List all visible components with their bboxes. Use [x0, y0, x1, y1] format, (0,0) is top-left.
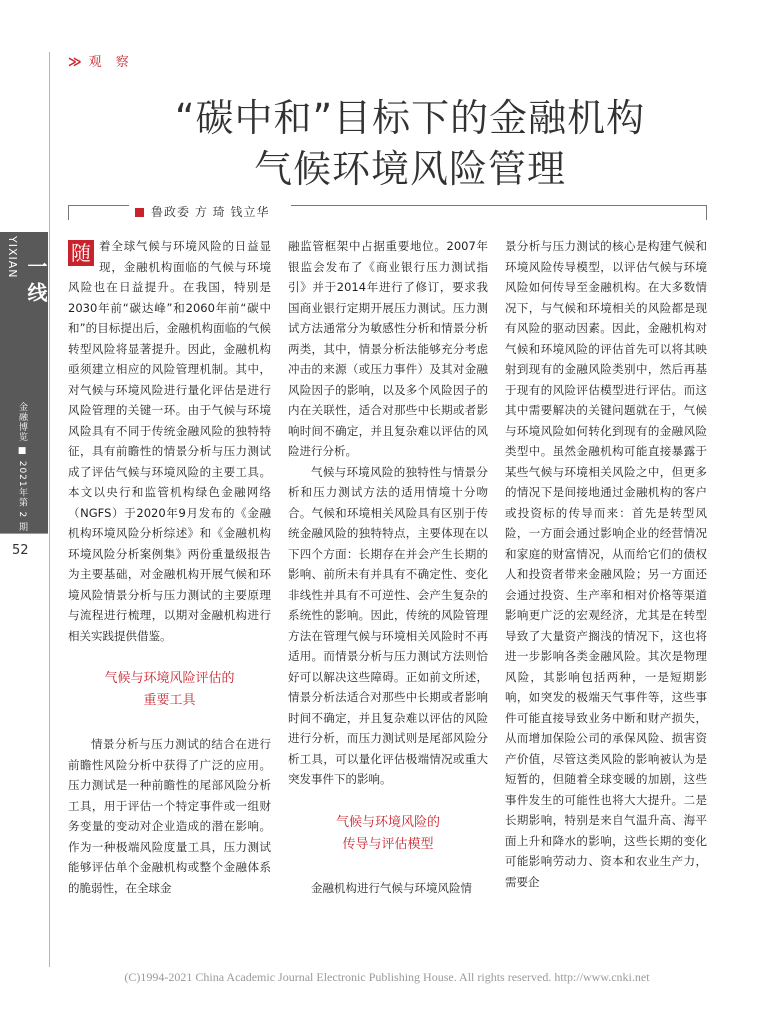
- subheading-line-2: 传导与评估模型: [342, 836, 434, 852]
- column-1: [68, 236, 271, 898]
- drop-cap: 随: [68, 240, 94, 266]
- paragraph: 融监管框架中占据重要地位。2007年银监会发布了《商业银行压力测试指引》并于2014年进行了修订，要求我国商业银行定期开展压力测试。压力测试方法通常分为敏感性分析和情景分析两类，其中，情景分析法能够充分考虑冲击的来源（或压力事件）及其对金融风险因子的影响，以及多个风险因子的内在关联性，适合对那些中长期或者影响时间不确定，并且复杂难以评估的风险进行分析。: [288, 239, 488, 458]
- byline-authors: 鲁政委 方 琦 钱立华: [151, 205, 270, 219]
- byline-square-icon: [135, 208, 144, 217]
- left-vertical-rule: [49, 52, 50, 967]
- section-label: 观 察: [88, 55, 134, 70]
- double-chevron-icon: ≫: [68, 55, 81, 70]
- page-number: 52: [12, 543, 29, 558]
- side-tab-pinyin: YIXIAN: [6, 236, 19, 279]
- paragraph-text: 着全球气候与环境风险的日益显现，金融机构面临的气候与环境风险也在日益提升。在我国，特别是2030年前“碳达峰”和2060年前“碳中和”的目标提出后，金融机构面临的气候转型风险将显著提升。因此，金融机构亟须建立相应的风险管理机制。其中，对气候与环境风险进行量化评估是进行风险管理的关键一环。由于气候与环境风险具有不同于传统金融风险的独特特征，具有前瞻性的情景分析与压力测试成了评估气候与环境风险的主要工具。本文以央行和监管机构绿色金融网络（NGFS）于2020年9月发布的《金融机构环境风险分析综述》和《金融机构环境风险分析案例集》两份重量级报告为主要基础，对金融机构开展气候和环境风险情景分析与压力测试的主要原理与流程进行梳理，以期对金融机构进行相关实践提供借鉴。: [68, 239, 271, 643]
- paragraph: 景分析与压力测试的核心是构建气候和环境风险传导模型，以评估气候与环境风险如何传导至金融机构。在大多数情况下，与气候和环境相关的风险都是现有风险的驱动因素。因此，金融机构对气候和环境风险的评估首先可以将其映射到现有的金融风险类别中，然后再基于现有的风险评估模型进行评估。而这其中需要解决的关键问题就在于，气候与环境风险如何转化到现有的金融风险类型中。虽然金融机构可能直接暴露于某些气候与环境相关风险之中，但更多的情况下是间接地通过金融机构的客户或投资标的传导而来：首先是转型风险，一方面会通过影响企业的经营情况和家庭的财富情况，从而给它们的债权人和投资者带来金融风险；另一方面还会通过投资、生产率和相对价格等渠道影响更广泛的宏观经济，尤其是在转型导致了大量资产搁浅的情况下，这也将进一步影响各类金融风险。其次是物理风险，其影响包括两种，一是短期影响，如突发的极端天气事件等，这些事件可能直接导致业务中断和财产损失，从而增加保险公司的承保风险、损害资产价值，尽管这类风险的影响被认为是短暂的，但随着全球变暖的加剧，这些事件发生的可能性也将大大提升。二是长期影响，特别是来自气温升高、海平面上升和降水的影响，这些长期的变化可能影响劳动力、资本和农业生产力，需要企: [505, 239, 707, 889]
- copyright-footer: (C)1994-2021 China Academic Journal Electronic Publishing House. All rights reserved. http://www.cnki.net: [124, 970, 650, 984]
- byline-rule-right: [291, 205, 707, 220]
- paragraph: 气候与环境风险的独特性与情景分析和压力测试方法的适用情境十分吻合。气候和环境相关风险具有区别于传统金融风险的独特特点，主要体现在以下四个方面：长期存在并会产生长期的影响、前所未有并具有不确定性、变化非线性并具有不可逆性、会产生复杂的系统性的影响。因此，传统的风险管理方法在管理气候与环境相关风险时不再适用。而情景分析与压力测试方法则恰好可以解决这些障碍。正如前文所述，情景分析法适合对那些中长期或者影响时间不确定，并且复杂难以评估的风险进行分析，而压力测试则是尾部风险分析工具，可以量化评估极端情况或重大突发事件下的影响。: [288, 464, 488, 786]
- side-journal-issue: 金融博览 ■ 2021年第 2 期: [17, 402, 27, 533]
- subheading-line-1: 气候与环境风险评估的: [104, 671, 235, 686]
- paragraph: 金融机构进行气候与环境风险情: [311, 880, 472, 895]
- side-tab: [0, 232, 48, 534]
- subheading: [68, 668, 271, 712]
- column-3: [505, 236, 707, 892]
- side-tab-label: 一线: [24, 256, 48, 308]
- column-2: [288, 236, 488, 898]
- byline-rule-left: [68, 205, 129, 220]
- subheading-line-1: 气候与环境风险的: [335, 814, 440, 830]
- paragraph: 情景分析与压力测试的结合在进行前瞻性风险分析中获得了广泛的应用。压力测试是一种前瞻性的尾部风险分析工具，用于评估一个特定事件或一组财务变量的变动对企业造成的潜在影响。作为一种极端风险度量工具，压力测试能够评估单个金融机构或整个金融体系的脆弱性，在全球金: [68, 737, 271, 895]
- subheading: [288, 812, 488, 856]
- article-title-line-1: “碳中和”目标下的金融机构: [174, 96, 646, 140]
- section-tag: [68, 51, 134, 70]
- paragraph: [68, 236, 271, 646]
- side-divider: [0, 533, 48, 534]
- article-title-line-2: 气候环境风险管理: [253, 147, 566, 191]
- subheading-line-2: 重要工具: [143, 693, 196, 708]
